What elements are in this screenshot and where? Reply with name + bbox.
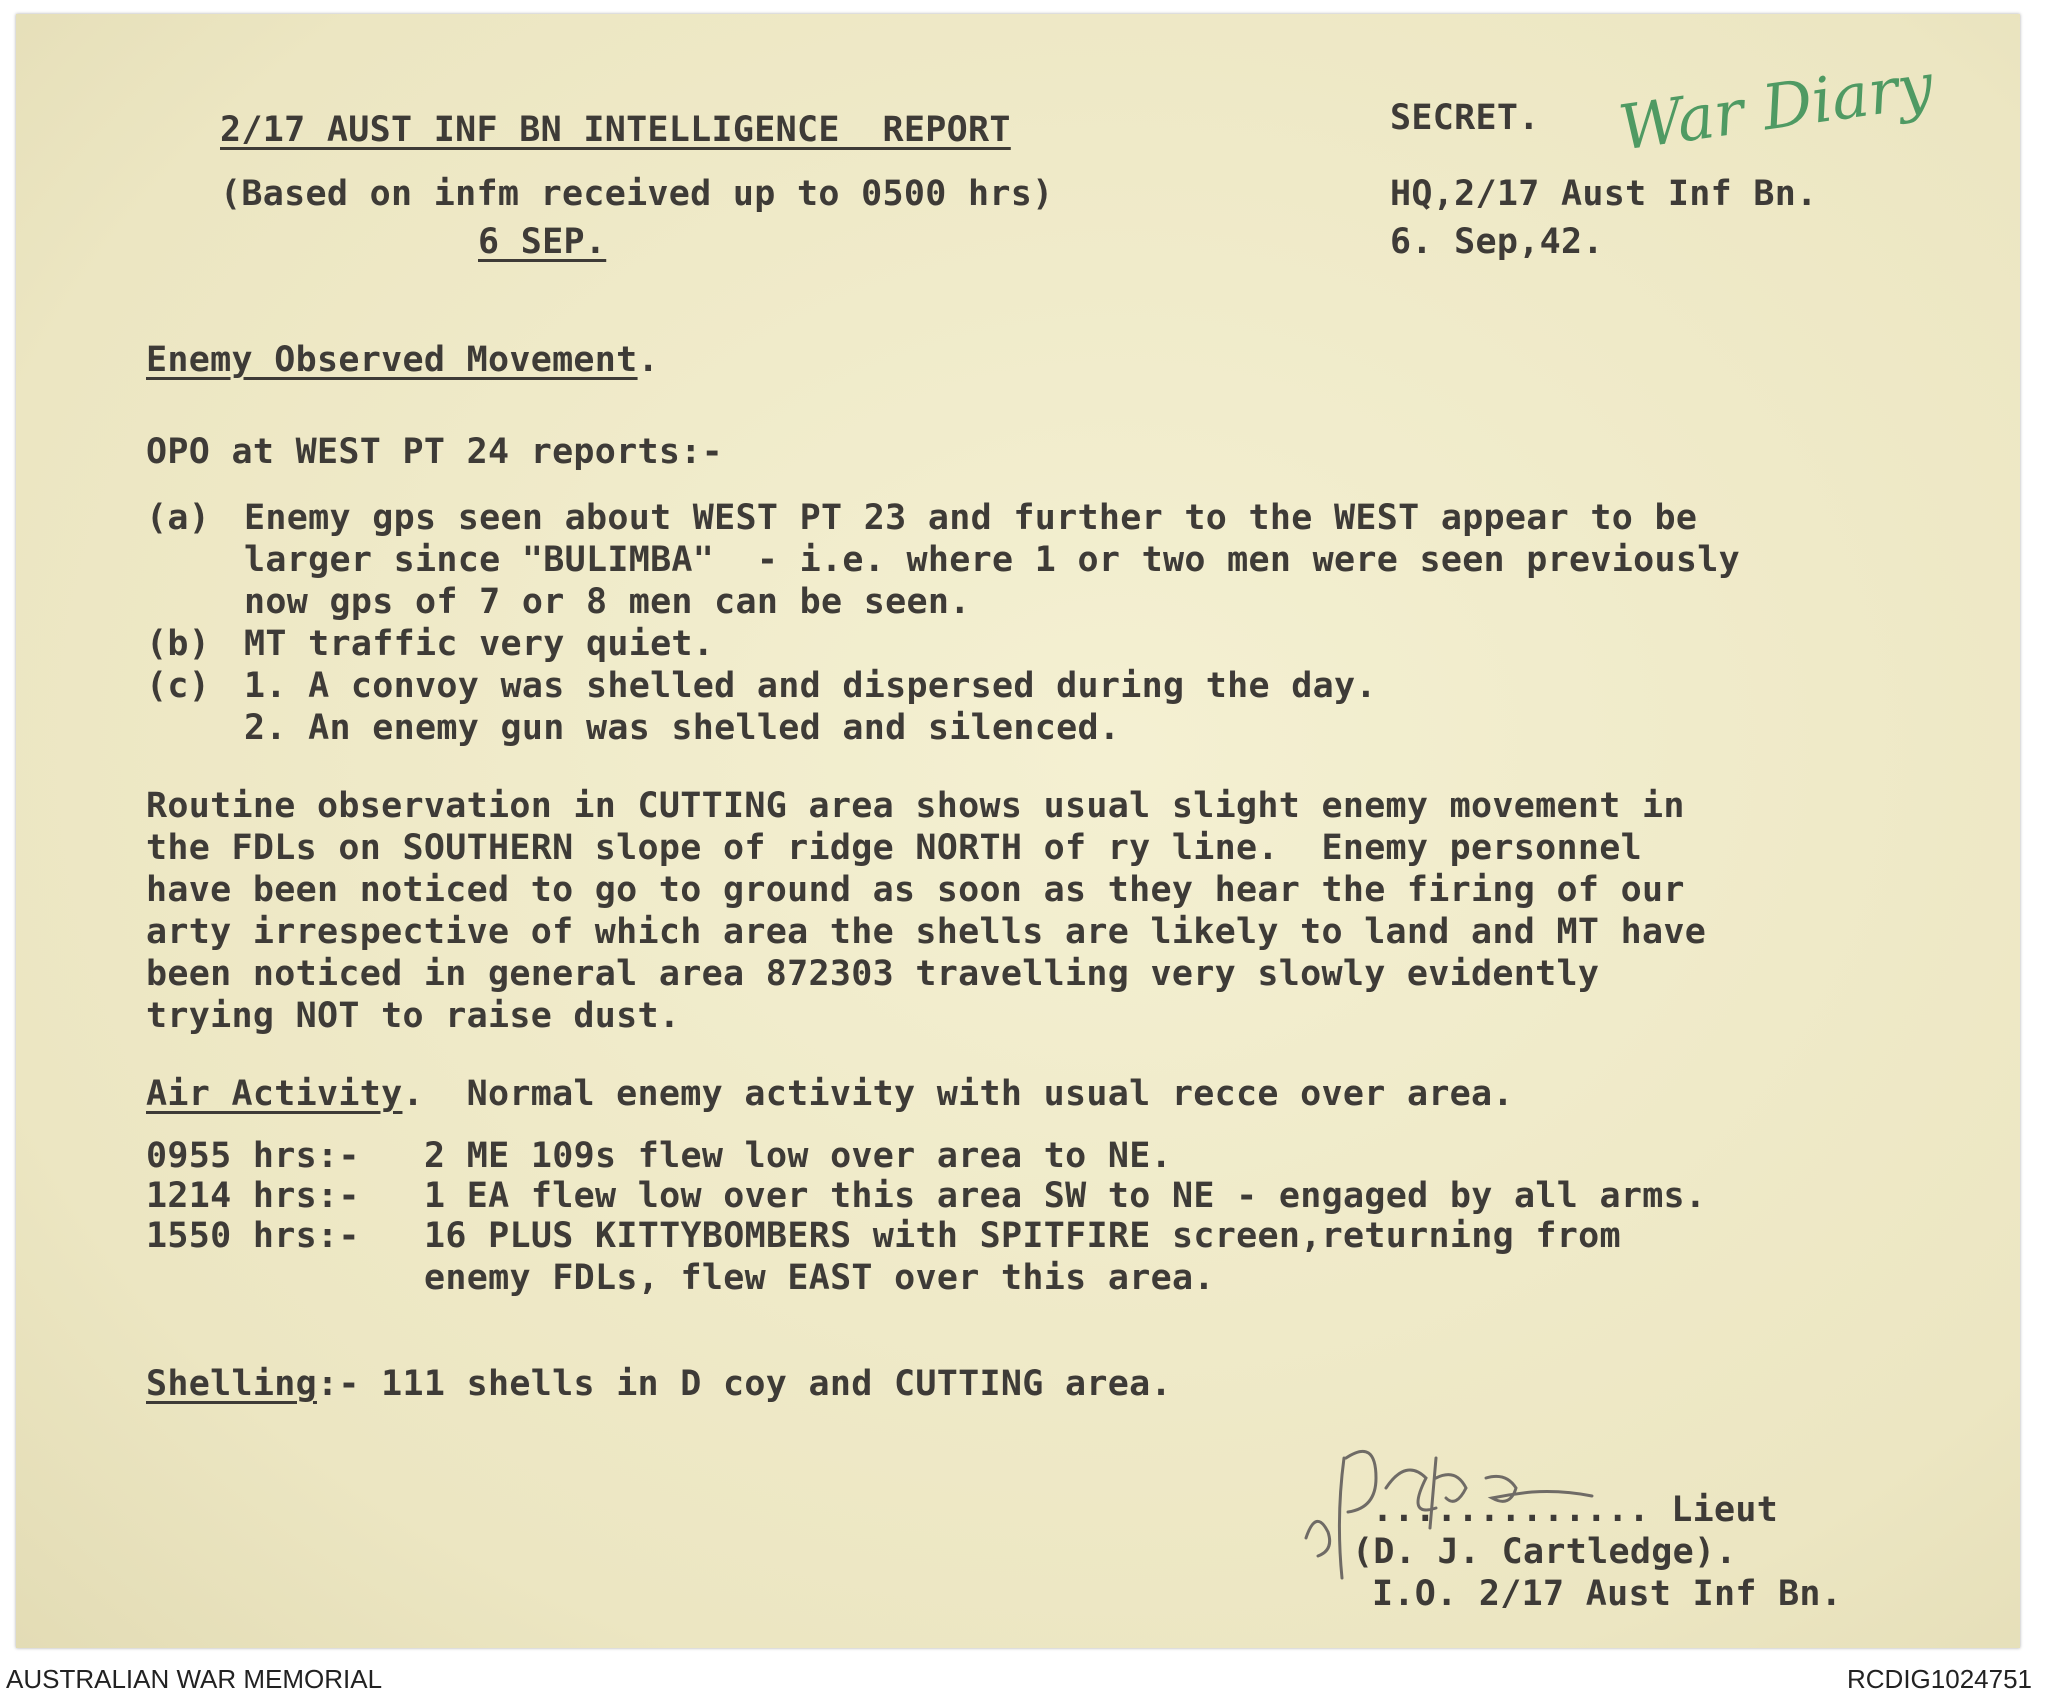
report-based-on: (Based on infm received up to 0500 hrs): [220, 174, 1054, 214]
air-entry-time: 1550 hrs:-: [146, 1216, 360, 1256]
air-activity-summary: . Normal enemy activity with usual recce over area.: [402, 1074, 1514, 1114]
air-entry-text: 1 EA flew low over this area SW to NE - engaged by all arms.: [424, 1176, 1707, 1216]
classification: SECRET.: [1390, 98, 1540, 138]
signature-line-name: (D. J. Cartledge).: [1352, 1532, 1737, 1572]
air-entry-time: 1214 hrs:-: [146, 1176, 360, 1216]
opo-intro: OPO at WEST PT 24 reports:-: [146, 432, 724, 472]
report-title: 2/17 AUST INF BN INTELLIGENCE REPORT: [220, 110, 1011, 150]
signature-line-role: I.O. 2/17 Aust Inf Bn.: [1372, 1574, 1843, 1614]
routine-line: have been noticed to go to ground as soon as they hear the firing of our: [146, 870, 1685, 910]
enemy-movement-heading-suffix: .: [637, 340, 659, 380]
shelling-row: [146, 1364, 1172, 1404]
air-entry-time: 0955 hrs:-: [146, 1136, 360, 1176]
handwritten-note: War Diary: [1614, 48, 1938, 165]
item-c-line: 2. An enemy gun was shelled and silenced.: [244, 708, 1121, 748]
item-a-line: larger since "BULIMBA" - i.e. where 1 or two men were seen previously: [244, 540, 1741, 580]
item-a-marker: (a): [146, 498, 211, 538]
report-date: 6. Sep,42.: [1390, 222, 1604, 262]
shelling-text: :- 111 shells in D coy and CUTTING area.: [316, 1364, 1172, 1404]
air-activity-row: [146, 1074, 1514, 1114]
hq-line: HQ,2/17 Aust Inf Bn.: [1390, 174, 1818, 214]
enemy-movement-heading-row: [146, 340, 659, 380]
routine-line: Routine observation in CUTTING area shows usual slight enemy movement in: [146, 786, 1685, 826]
item-c-marker: (c): [146, 666, 211, 706]
routine-line: arty irrespective of which area the shells are likely to land and MT have: [146, 912, 1707, 952]
item-a-line: Enemy gps seen about WEST PT 23 and further to the WEST appear to be: [244, 498, 1698, 538]
footer-id: RCDIG1024751: [1847, 1664, 2032, 1694]
enemy-movement-heading: Enemy Observed Movement: [146, 340, 638, 380]
routine-line: been noticed in general area 872303 travelling very slowly evidently: [146, 954, 1600, 994]
signature-line-rank: ............. Lieut: [1372, 1490, 1779, 1530]
footer-credit: AUSTRALIAN WAR MEMORIAL: [6, 1664, 383, 1694]
routine-line: trying NOT to raise dust.: [146, 996, 681, 1036]
item-c-line: 1. A convoy was shelled and dispersed during the day.: [244, 666, 1377, 706]
report-date-sub: 6 SEP.: [478, 222, 607, 262]
item-b-marker: (b): [146, 624, 211, 664]
air-entry-text: enemy FDLs, flew EAST over this area.: [424, 1258, 1215, 1298]
air-entry-text: 16 PLUS KITTYBOMBERS with SPITFIRE screen,returning from: [424, 1216, 1621, 1256]
shelling-heading: Shelling: [146, 1364, 317, 1404]
document-sheet: [16, 14, 2020, 1648]
item-a-line: now gps of 7 or 8 men can be seen.: [244, 582, 971, 622]
item-b-line: MT traffic very quiet.: [244, 624, 715, 664]
air-activity-heading: Air Activity: [146, 1074, 403, 1114]
routine-line: the FDLs on SOUTHERN slope of ridge NORTH of ry line. Enemy personnel: [146, 828, 1643, 868]
air-entry-text: 2 ME 109s flew low over area to NE.: [424, 1136, 1173, 1176]
